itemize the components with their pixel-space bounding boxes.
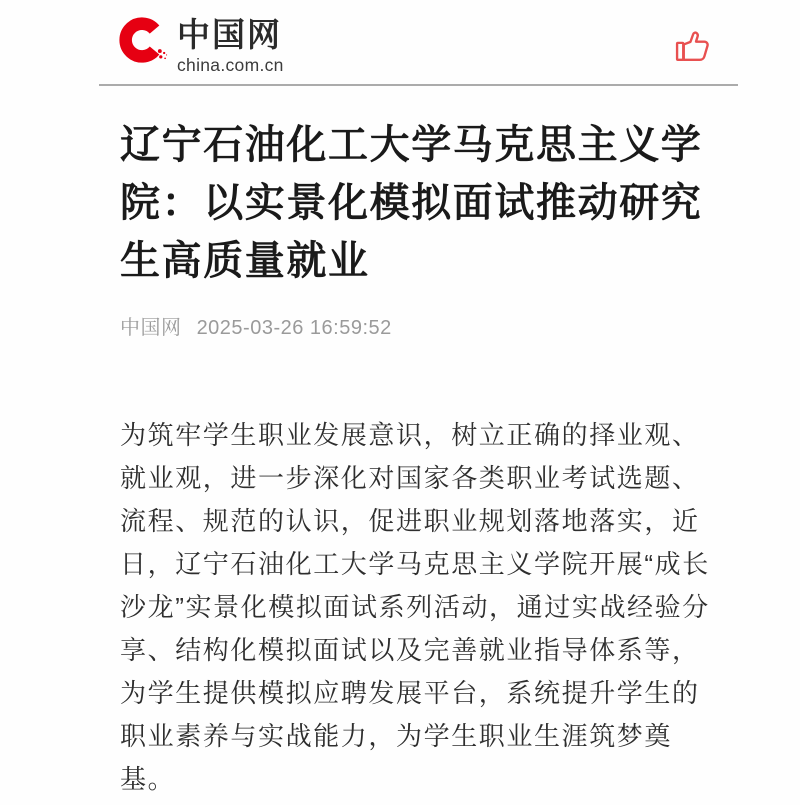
logo-text — [177, 18, 284, 76]
article-main — [99, 116, 738, 801]
chinanet-logo-icon — [118, 13, 168, 69]
article-byline — [120, 311, 738, 340]
site-header — [99, 0, 738, 86]
article-source: 中国网 — [120, 317, 182, 339]
like-button[interactable] — [674, 30, 711, 65]
site-logo-link[interactable] — [118, 13, 284, 76]
thumbs-up-icon — [674, 30, 711, 65]
brand-domain: china.com.cn — [177, 55, 284, 75]
article-body: 为筑牢学生职业发展意识，树立正确的择业观、就业观，进一步深化对国家各类职业考试选题、流程、规范的认识，促进职业规划落地落实，近日，辽宁石油化工大学马克思主义学院开展“成长沙龙”实景化模拟面试系列活动，通过实战经验分享、结构化模拟面试以及完善就业指导体系等，为学生提供模拟应聘发展平台，系统提升学生的职业素养与实战能力，为学生职业生涯筑梦奠基。 — [120, 420, 710, 794]
article-timestamp: 2025-03-26 16:59:52 — [196, 317, 392, 339]
article-title: 辽宁石油化工大学马克思主义学院：以实景化模拟面试推动研究生高质量就业 — [120, 123, 703, 283]
content-column — [99, 0, 738, 801]
brand-name: 中国网 — [177, 16, 282, 53]
